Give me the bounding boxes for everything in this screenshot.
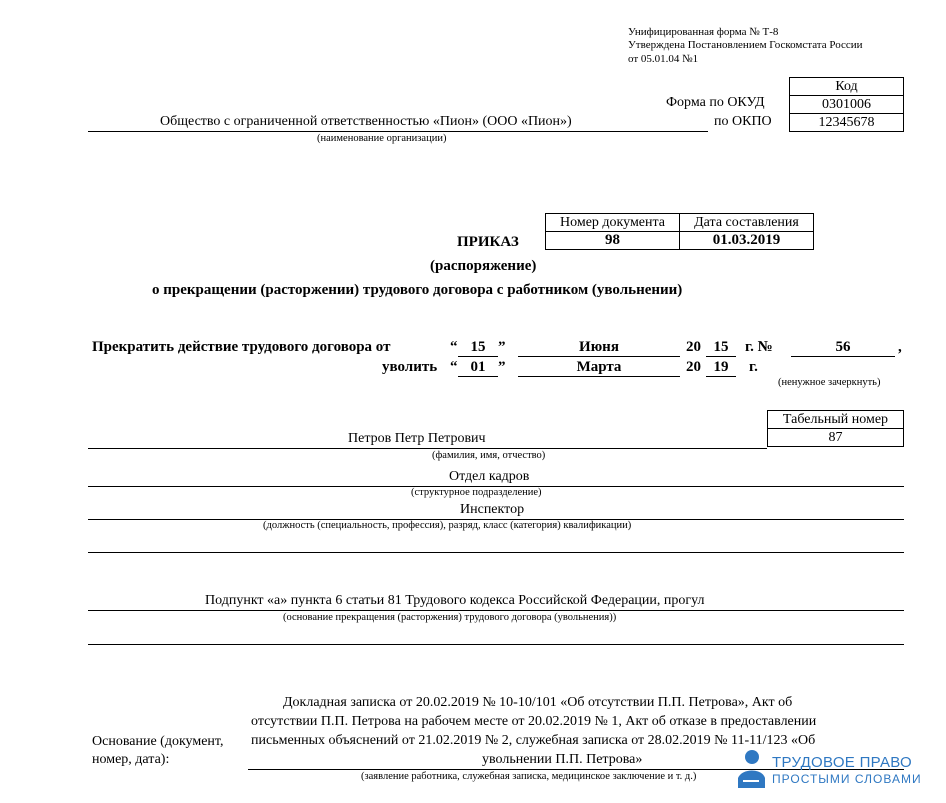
logo-icon (735, 748, 767, 790)
position: Инспектор (460, 502, 525, 517)
basis-caption: (заявление работника, служебная записка, медицинское заключение и т. д.) (361, 771, 697, 782)
terminate-quote-open: “ (450, 339, 458, 355)
organization-line (88, 131, 708, 132)
terminate-number: 56 (835, 339, 851, 355)
basis-line-3: письменных объяснений от 21.02.2019 № 2, служебная записка от 28.02.2019 № 11-11/123 «Об (251, 733, 816, 748)
dismiss-quote-close: ” (498, 359, 506, 375)
doc-date-header: Дата составления (680, 214, 814, 232)
employee-name: Петров Петр Петрович (348, 431, 486, 446)
terminate-year-line (706, 356, 736, 357)
department: Отдел кадров (449, 469, 530, 484)
doc-number: 98 (546, 232, 680, 250)
ground-line (88, 610, 904, 611)
organization-name: Общество с ограниченной ответственностью «Пион» (ООО «Пион») (160, 114, 572, 129)
logo-subtitle: ПРОСТЫМИ СЛОВАМИ (772, 772, 922, 786)
okpo-label: по ОКПО (714, 114, 772, 129)
ground-caption: (основание прекращения (расторжения) трудового договора (увольнения)) (283, 612, 617, 623)
dismiss-label: уволить (382, 359, 438, 375)
terminate-label: Прекратить действие трудового договора от (92, 339, 391, 355)
logo-title: ТРУДОВОЕ ПРАВО (772, 754, 913, 771)
form-header-line2: Утверждена Постановлением Госкомстата России (628, 39, 863, 51)
dismiss-quote-open: “ (450, 359, 458, 375)
dismiss-day: 01 (470, 359, 486, 375)
employee-name-caption: (фамилия, имя, отчество) (432, 450, 546, 461)
form-header-line1: Унифицированная форма № Т-8 (628, 26, 779, 38)
terminate-day: 15 (470, 339, 486, 355)
doc-subtitle: (распоряжение) (430, 258, 537, 274)
ground-text: Подпункт «а» пункта 6 статьи 81 Трудового кодекса Российской Федерации, прогул (205, 593, 705, 608)
okpo-value: 12345678 (790, 114, 904, 132)
basis-label-2: номер, дата): (92, 752, 170, 767)
dismiss-year-line (706, 376, 736, 377)
terminate-comma: , (898, 339, 902, 355)
position-caption: (должность (специальность, профессия), разряд, класс (категория) квалификации) (263, 520, 632, 531)
dismiss-note: (ненужное зачеркнуть) (778, 377, 881, 388)
tab-number-table (767, 410, 904, 447)
basis-label-1: Основание (документ, (92, 734, 224, 749)
employee-name-line (88, 448, 767, 449)
terminate-g-no: г. № (745, 339, 773, 355)
terminate-number-line (791, 356, 895, 357)
terminate-quote-close: ” (498, 339, 506, 355)
terminate-month: Июня (579, 339, 619, 355)
dismiss-month-line (518, 376, 680, 377)
codes-header: Код (790, 78, 904, 96)
document-table (545, 213, 814, 250)
terminate-year-prefix: 20 (686, 339, 701, 355)
doc-purpose: о прекращении (расторжении) трудового договора с работником (увольнении) (152, 282, 683, 298)
okud-label: Форма по ОКУД (666, 95, 765, 110)
ground-extra-line (88, 644, 904, 645)
dismiss-year-suffix: 19 (713, 359, 729, 375)
dismiss-year-prefix: 20 (686, 359, 701, 375)
dismiss-month: Марта (576, 359, 622, 375)
tab-number-header: Табельный номер (768, 411, 904, 429)
basis-line-4: увольнении П.П. Петрова» (482, 752, 643, 767)
basis-line-2: отсутствии П.П. Петрова на рабочем месте от 20.02.2019 № 1, Акт об отказе в предоставлении (251, 714, 817, 729)
doc-date: 01.03.2019 (680, 232, 814, 250)
terminate-month-line (518, 356, 680, 357)
doc-number-header: Номер документа (546, 214, 680, 232)
doc-title: ПРИКАЗ (457, 234, 519, 250)
position-extra-line (88, 552, 904, 553)
terminate-day-line (458, 356, 498, 357)
okud-value: 0301006 (790, 96, 904, 114)
department-caption: (структурное подразделение) (411, 487, 542, 498)
codes-table (789, 77, 904, 132)
dismiss-g: г. (749, 359, 758, 375)
tab-number-value: 87 (768, 429, 904, 447)
dismiss-day-line (458, 376, 498, 377)
terminate-year-suffix: 15 (713, 339, 729, 355)
basis-line-1: Докладная записка от 20.02.2019 № 10-10/101 «Об отсутствии П.П. Петрова», Акт об (283, 695, 793, 710)
form-header-line3: от 05.01.04 №1 (628, 53, 699, 65)
organization-caption: (наименование организации) (317, 133, 447, 144)
